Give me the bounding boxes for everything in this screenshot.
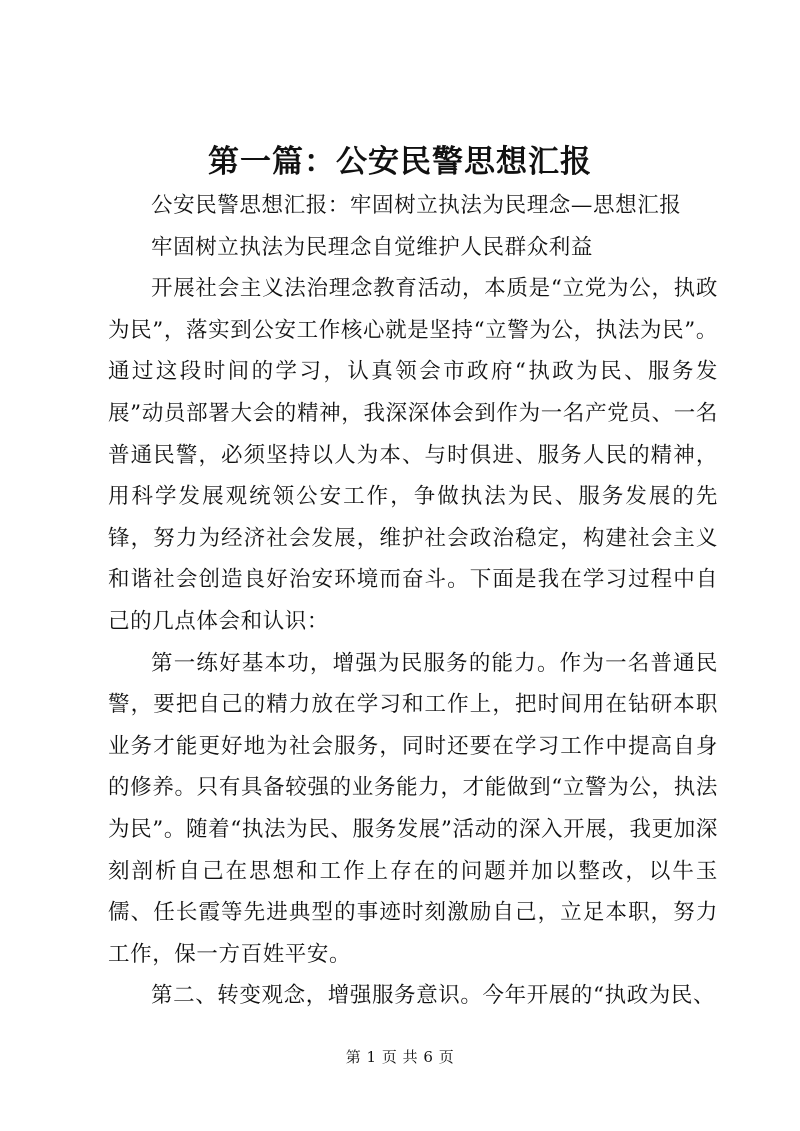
paragraph-point-two: 第二、转变观念，增强服务意识。今年开展的“执政为民、 [151, 983, 716, 1009]
paragraph-heading: 牢固树立执法为民理念自觉维护人民群众利益 [151, 234, 594, 260]
document-title: 第一篇：公安民警思想汇报 [208, 144, 592, 180]
paragraph-intro: 开展社会主义法治理念教育活动，本质是“立党为公，执政为民”，落实到公安工作核心就是坚持“立警为公，执法为民”。通过这段时间的学习，认真领会市政府“执政为民、服务发展”动员部署大会的精神，我深深体会到作为一名产党员、一名普通民警，必须坚持以人为本、与时俱进、服务人民的精神，用科学发展观统领公安工作，争做执法为民、服务发展的先锋，努力为经济社会发展，维护社会政治稳定，构建社会主义和谐社会创造良好治安环境而奋斗。下面是我在学习过程中自己的几点体会和认识： [108, 276, 718, 634]
paragraph-point-one: 第一练好基本功，增强为民服务的能力。作为一名普通民警，要把自己的精力放在学习和工作上，把时间用在钻研本职业务才能更好地为社会服务，同时还要在学习工作中提高自身的修养。只有具备较强的业务能力，才能做到“立警为公，执法为民”。随着“执法为民、服务发展”活动的深入开展，我更加深刻剖析自己在思想和工作上存在的问题并加以整改，以牛玉儒、任长霞等先进典型的事迹时刻激励自己，立足本职，努力工作，保一方百姓平安。 [108, 650, 718, 967]
page-number-label: 第 1 页 共 6 页 [345, 1048, 455, 1066]
document-body [108, 185, 718, 1017]
page-footer [0, 1047, 800, 1067]
paragraph-subtitle: 公安民警思想汇报：牢固树立执法为民理念—思想汇报 [151, 193, 682, 218]
